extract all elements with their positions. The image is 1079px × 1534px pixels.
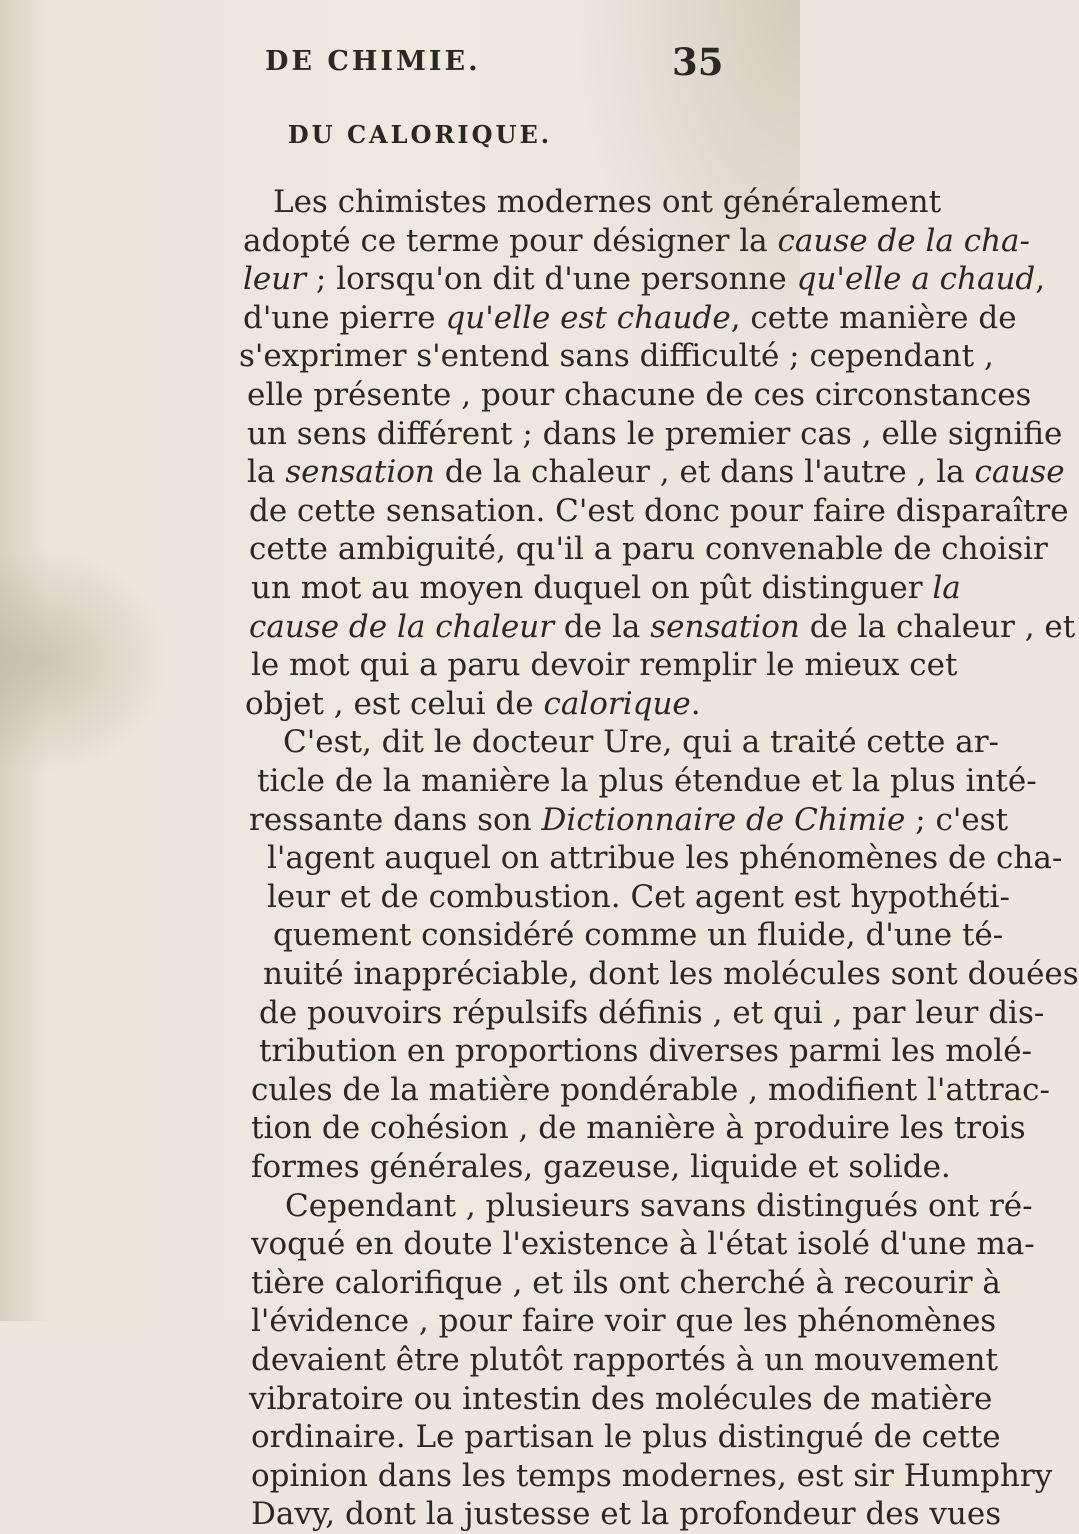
text-run: cause — [974, 454, 1065, 491]
text-line — [273, 915, 1004, 955]
text-run: de pouvoirs répulsifs définis , et qui , par leur dis- — [259, 994, 1045, 1031]
text-run: formes générales, gazeuse, liquide et solide. — [251, 1149, 951, 1185]
text-line — [251, 1224, 1035, 1264]
text-line — [247, 452, 1065, 492]
text-run: cette ambiguité, qu'il a paru convenable de choisir — [249, 531, 1048, 568]
text-run: elle présente , pour chacune de ces circonstances — [247, 377, 1032, 413]
running-head — [0, 40, 800, 84]
text-line — [259, 1031, 1033, 1071]
text-line — [273, 182, 942, 222]
text-run: qu'elle est chaude — [445, 299, 731, 336]
text-line — [251, 1301, 997, 1341]
text-run: ressante dans son — [249, 801, 542, 838]
text-line — [251, 1263, 1001, 1303]
text-run: quement considéré comme un fluide, d'une té- — [273, 917, 1004, 954]
text-line — [251, 568, 961, 608]
text-run: sensation — [285, 454, 435, 491]
text-run: de la chaleur , et dans l'autre , la — [434, 454, 975, 491]
text-run: de la — [554, 608, 651, 645]
text-line — [245, 684, 701, 724]
text-line — [249, 800, 1009, 840]
text-run: . — [690, 685, 701, 722]
text-run: la — [932, 570, 961, 606]
text-line — [243, 298, 1017, 338]
text-run: adopté ce terme pour désigner la — [243, 222, 778, 259]
text-run: la — [247, 454, 286, 491]
text-run: leur — [243, 261, 307, 298]
text-run: calorique — [543, 685, 691, 722]
text-run: ticle de la manière la plus étendue et la plus inté- — [257, 763, 1037, 799]
text-line — [283, 722, 999, 762]
text-run: de cette sensation. C'est donc pour faire disparaître — [249, 492, 1069, 529]
text-line — [243, 259, 1046, 299]
text-line — [259, 993, 1045, 1033]
text-line — [247, 375, 1032, 415]
section-heading: DU CALORIQUE. — [287, 120, 553, 149]
text-run: ordinaire. Le partisan le plus distingué de cette — [251, 1419, 1001, 1456]
text-run: l'évidence , pour faire voir que les phénomènes — [251, 1303, 997, 1340]
text-run: cause de la cha- — [777, 222, 1031, 259]
text-run: tribution en proportions diverses parmi les molé- — [259, 1033, 1033, 1070]
text-line — [263, 954, 1079, 994]
text-line — [239, 336, 994, 376]
text-line — [249, 607, 1076, 647]
text-run: C'est, dit le docteur Ure, qui a traité cette ar- — [283, 724, 999, 761]
text-line — [251, 1147, 951, 1187]
text-run: un mot au moyen duquel on pût distinguer — [251, 570, 933, 606]
text-run: de la chaleur , et — [799, 608, 1076, 645]
text-line — [251, 1494, 1002, 1534]
text-run: vibratoire ou intestin des molécules de matière — [249, 1380, 993, 1417]
text-run: Dictionnaire de Chimie — [541, 801, 906, 838]
text-line — [247, 414, 1063, 454]
text-line — [251, 1070, 1050, 1110]
text-run: qu'elle a chaud — [796, 261, 1036, 298]
text-run: Les chimistes modernes ont généralement — [273, 184, 942, 220]
text-run: , cette manière de — [730, 299, 1017, 336]
text-line — [249, 1379, 993, 1419]
text-line — [267, 877, 1010, 917]
text-run: tion de cohésion , de manière à produire les trois — [251, 1110, 1026, 1147]
text-line — [243, 221, 1031, 261]
text-line — [251, 1108, 1026, 1148]
text-line — [251, 1417, 1001, 1457]
text-run: opinion dans les temps modernes, est sir Humphry — [251, 1457, 1053, 1494]
text-line — [249, 529, 1048, 569]
text-run: l'agent auquel on attribue les phénomènes de cha- — [267, 840, 1063, 877]
text-run: tière calorifique , et ils ont cherché à recourir à — [251, 1264, 1001, 1301]
text-run: un sens différent ; dans le premier cas , elle signifie — [247, 415, 1063, 452]
text-run: cause de la chaleur — [249, 608, 555, 645]
text-run: Davy, dont la justesse et la profondeur des vues — [251, 1496, 1002, 1533]
text-run: d'une pierre — [243, 299, 446, 336]
text-line — [285, 1186, 1033, 1226]
text-run: ; c'est — [905, 801, 1009, 838]
running-title: DE CHIMIE. — [265, 46, 481, 77]
text-run: voqué en doute l'existence à l'état isolé d'une ma- — [251, 1226, 1035, 1263]
text-line — [267, 838, 1063, 878]
text-run: objet , est celui de — [245, 685, 544, 722]
text-run: devaient être plutôt rapportés à un mouvement — [251, 1342, 998, 1378]
text-line — [251, 1456, 1053, 1496]
text-line — [257, 761, 1037, 801]
text-line — [249, 491, 1069, 531]
text-run: , — [1035, 261, 1046, 298]
page-number: 35 — [672, 40, 724, 84]
text-line — [251, 645, 958, 685]
text-run: nuité inappréciable, dont les molécules sont douées — [263, 956, 1079, 992]
text-run: cules de la matière pondérable , modifient l'attrac- — [251, 1071, 1050, 1108]
text-run: le mot qui a paru devoir remplir le mieux cet — [251, 647, 958, 684]
text-line — [251, 1340, 998, 1380]
text-run: Cependant , plusieurs savans distingués ont ré- — [285, 1187, 1033, 1224]
text-run: sensation — [650, 608, 800, 645]
text-run: leur et de combustion. Cet agent est hypothéti- — [267, 878, 1010, 915]
text-run: s'exprimer s'entend sans difficulté ; cependant , — [239, 338, 994, 375]
text-run: ; lorsqu'on dit d'une personne — [306, 261, 797, 298]
